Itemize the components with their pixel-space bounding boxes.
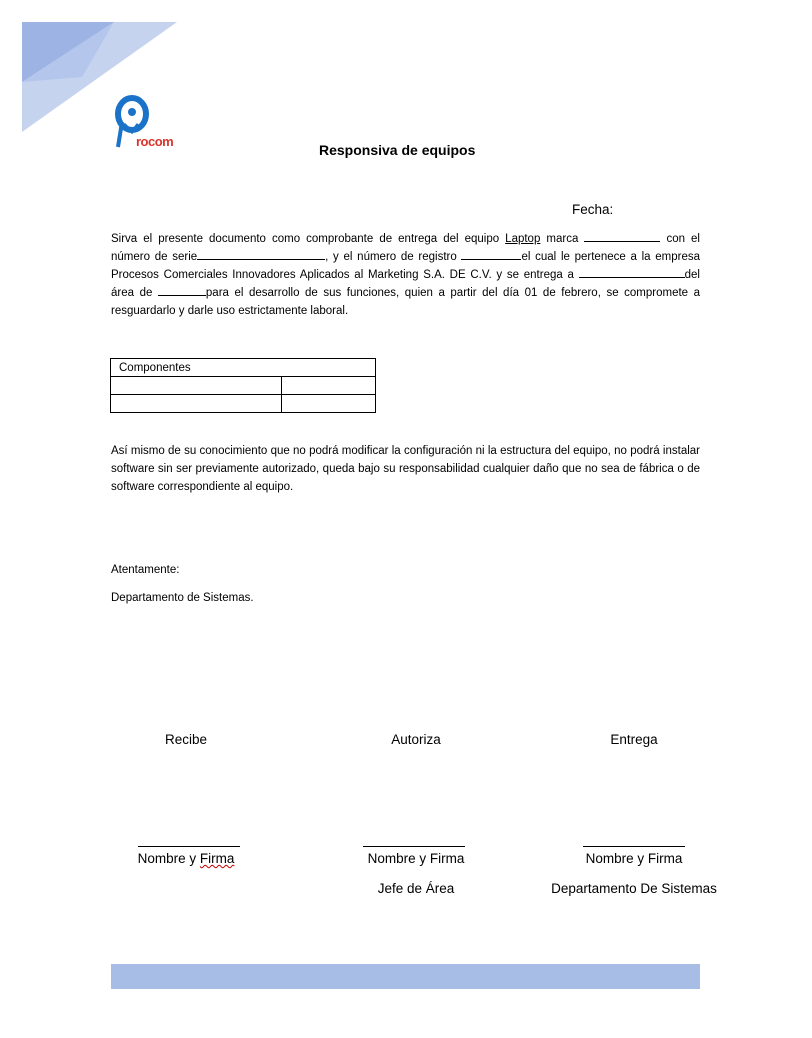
signature-entrega-role: Departamento De Sistemas xyxy=(551,881,717,896)
conditions-paragraph: Así mismo de su conocimiento que no podrá modificar la configuración ni la estructura del equipo, no podrá instalar software sin ser previamente autorizado, queda bajo su responsabilidad cualquier daño que no sea de fábrica o de software correspondiente al equipo. xyxy=(111,445,700,493)
area-blank xyxy=(158,284,206,296)
table-cell xyxy=(111,377,282,395)
registry-blank xyxy=(461,248,521,260)
components-header: Componentes xyxy=(111,359,376,377)
signature-autoriza-line xyxy=(363,846,465,847)
recipient-blank xyxy=(579,266,685,278)
document-title: Responsiva de equipos xyxy=(319,142,476,158)
equipment-type: Laptop xyxy=(505,233,541,245)
date-label: Fecha: xyxy=(572,202,614,217)
table-cell xyxy=(282,377,376,395)
serial-blank xyxy=(197,248,325,260)
signature-entrega-name: Nombre y Firma xyxy=(585,851,683,866)
signature-entrega-title: Entrega xyxy=(610,732,658,747)
signature-autoriza-name: Nombre y Firma xyxy=(367,851,465,866)
signature-recibe-title: Recibe xyxy=(164,732,208,747)
signature-entrega-line xyxy=(583,846,685,847)
table-row xyxy=(111,377,376,395)
table-cell xyxy=(282,395,376,413)
components-table xyxy=(110,358,376,413)
closing-atentamente: Atentamente: xyxy=(111,564,180,576)
logo-text: rocom xyxy=(136,134,174,149)
footer-bar xyxy=(111,964,700,989)
closing-department: Departamento de Sistemas. xyxy=(111,592,254,604)
intro-paragraph: Sirva el presente documento como comprobante de entrega del equipo Laptop marca con el número de serie , y el número de registro el cual le pertenece a la empresa Procesos Comerciales Innovadores Aplicados al Marketing S.A. DE C.V. y se entrega a del área de para el desarrollo de sus funciones, quien a partir del día 01 de febrero, se compromete a resguardarlo y darle uso estrictamente laboral. xyxy=(111,230,700,320)
signature-recibe-line xyxy=(138,846,240,847)
table-row xyxy=(111,395,376,413)
brand-blank xyxy=(584,230,660,242)
signature-autoriza-role: Jefe de Área xyxy=(377,881,455,896)
table-cell xyxy=(111,395,282,413)
signature-autoriza-title: Autoriza xyxy=(391,732,441,747)
signature-recibe-name: Nombre y Firma xyxy=(137,851,235,866)
